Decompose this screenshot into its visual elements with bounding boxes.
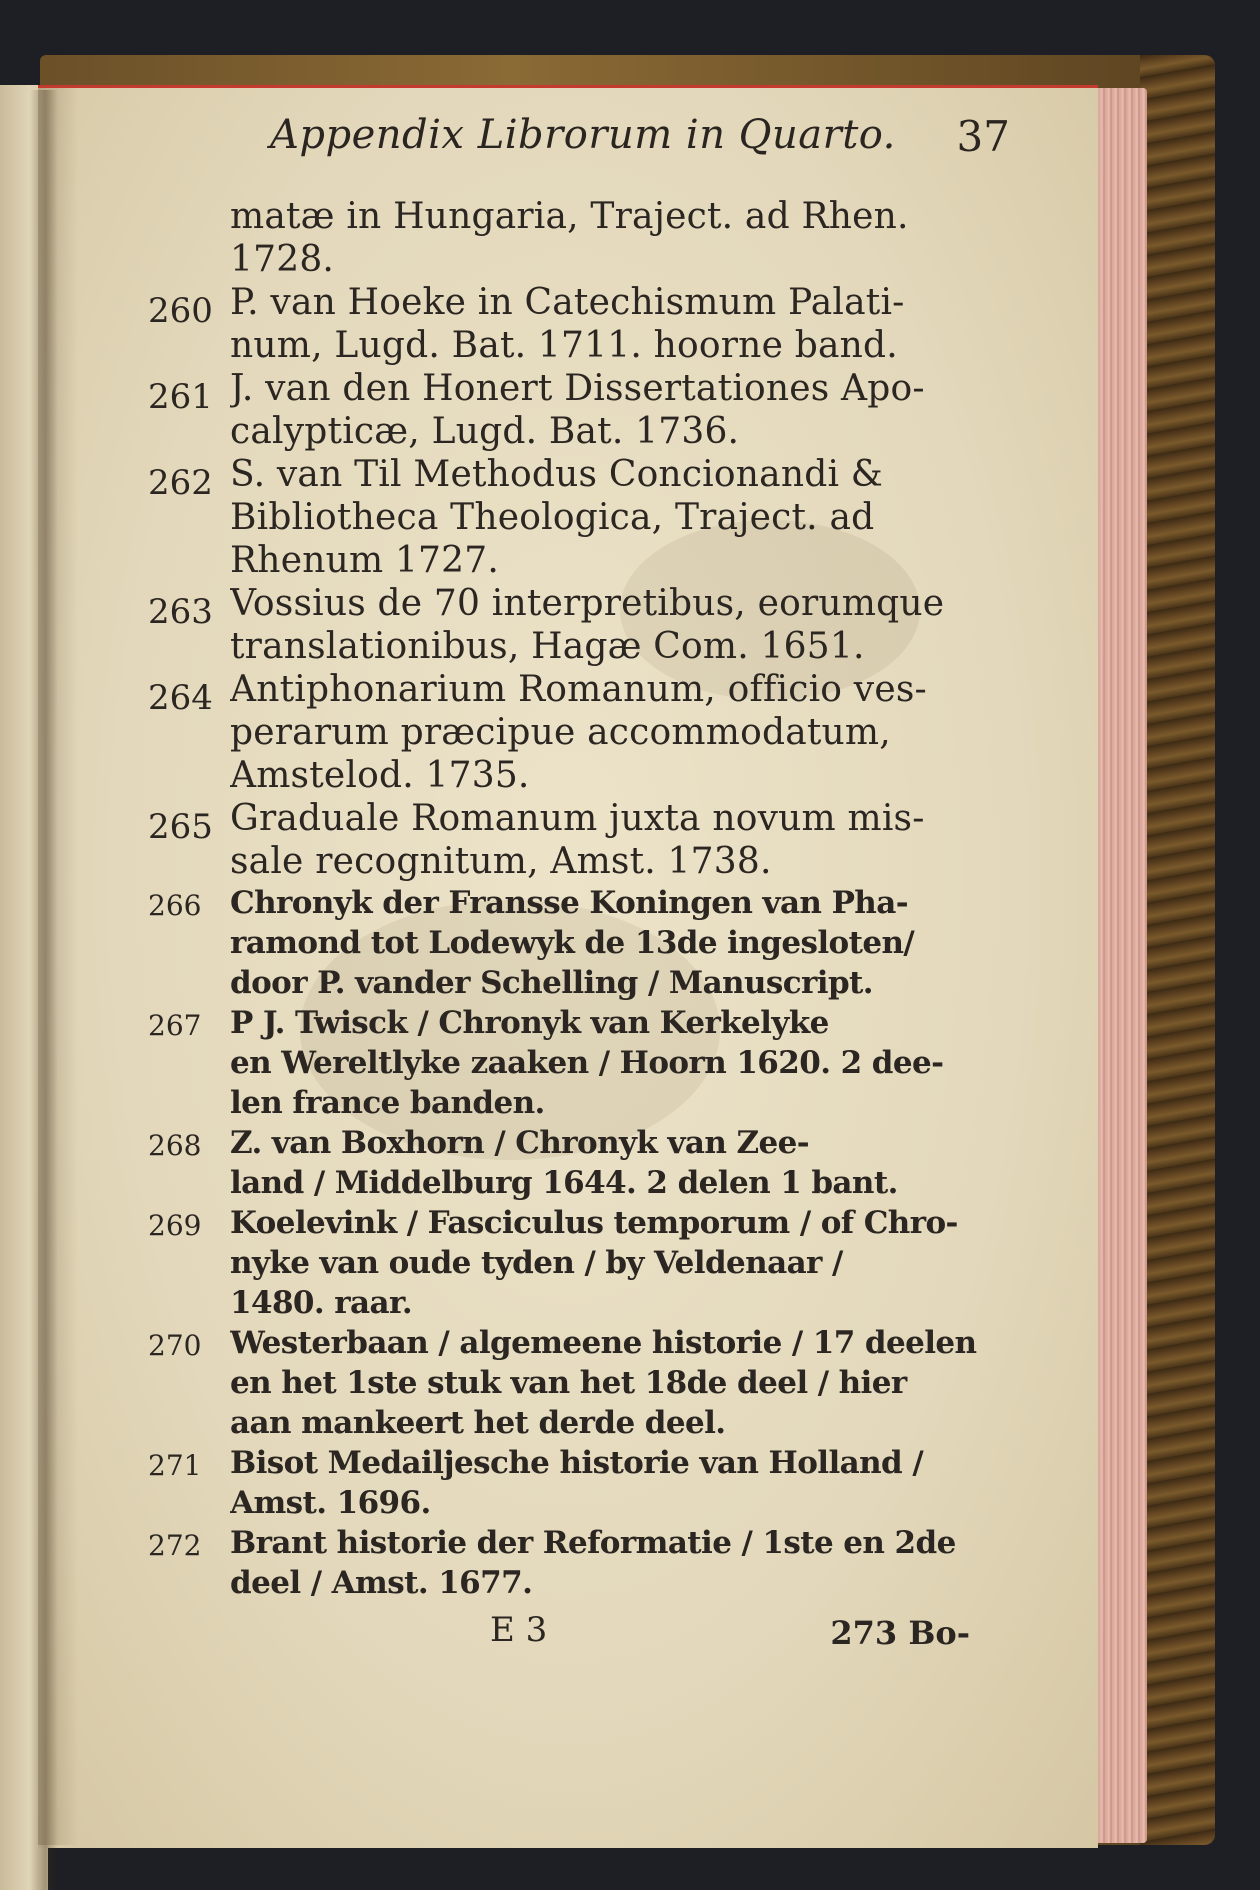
entry-line: len france banden. (230, 1085, 545, 1121)
entry-line: calypticæ, Lugd. Bat. 1736. (230, 411, 740, 452)
entry-line: Graduale Romanum juxta novum mis- (230, 798, 925, 839)
entry-line: door P. vander Schelling / Manuscript. (230, 965, 873, 1001)
book-cover-edge (1140, 55, 1215, 1845)
running-head: Appendix Librorum in Quarto. (270, 112, 896, 158)
entry-line: perarum præcipue accommodatum, (230, 712, 891, 753)
catalogue-entry (148, 1003, 990, 1123)
catalogue-entry (148, 883, 990, 1003)
entry-line: Z. van Boxhorn / Chronyk van Zee- (230, 1125, 810, 1161)
entry-line: Westerbaan / algemeene historie / 17 deelen (230, 1325, 977, 1361)
entry-line: J. van den Honert Dissertationes Apo- (230, 368, 925, 409)
entry-line: Chronyk der Fransse Koningen van Pha- (230, 885, 908, 921)
gutter-shadow (30, 90, 58, 1890)
entry-text (230, 668, 990, 797)
entry-number: 270 (148, 1329, 202, 1362)
entry-number: 271 (148, 1449, 202, 1482)
entry-line: translationibus, Hagæ Com. 1651. (230, 626, 865, 667)
entry-line: Rhenum 1727. (230, 540, 500, 581)
catalogue-entries (148, 195, 990, 1603)
entry-line: matæ in Hungaria, Traject. ad Rhen. (230, 196, 909, 237)
catalogue-entry (148, 1203, 990, 1323)
entry-line: num, Lugd. Bat. 1711. hoorne band. (230, 325, 898, 366)
entry-line: aan mankeert het derde deel. (230, 1405, 726, 1441)
entry-number: 267 (148, 1009, 202, 1042)
catalogue-entry (148, 281, 990, 367)
entry-text (230, 1203, 990, 1323)
catalogue-entry (148, 1123, 990, 1203)
entry-number: 261 (148, 377, 213, 417)
signature-mark: E 3 (490, 1610, 548, 1650)
entry-text (230, 1523, 990, 1603)
page-number: 37 (956, 112, 1010, 161)
entry-number: 269 (148, 1209, 202, 1242)
entry-number: 260 (148, 291, 213, 331)
entry-line: Bibliotheca Theologica, Traject. ad (230, 497, 875, 538)
entry-line: en Wereltlyke zaaken / Hoorn 1620. 2 dee- (230, 1045, 944, 1081)
entry-line: ramond tot Lodewyk de 13de ingesloten/ (230, 925, 915, 961)
entry-line: deel / Amst. 1677. (230, 1565, 533, 1601)
entry-text (230, 797, 990, 883)
entry-number: 265 (148, 807, 213, 847)
entry-text (230, 582, 990, 668)
entry-line: nyke van oude tyden / by Veldenaar / (230, 1245, 843, 1281)
page-footer (480, 1610, 1000, 1660)
entry-text (230, 883, 990, 1003)
entry-text (230, 453, 990, 582)
entry-line: 1480. raar. (230, 1285, 413, 1321)
page-header (270, 112, 1010, 172)
catalogue-entry (148, 668, 990, 797)
entry-text (230, 281, 990, 367)
catalogue-entry (148, 367, 990, 453)
entry-line: Antiphonarium Romanum, officio ves- (230, 669, 927, 710)
entry-text (230, 367, 990, 453)
catalogue-entry (148, 195, 990, 281)
catalogue-entry (148, 453, 990, 582)
entry-line: Brant historie der Reformatie / 1ste en 2de (230, 1525, 956, 1561)
entry-line: Vossius de 70 interpretibus, eorumque (230, 583, 945, 624)
catalogue-entry (148, 797, 990, 883)
entry-text (230, 1123, 990, 1203)
catalogue-entry (148, 1443, 990, 1523)
entry-line: 1728. (230, 239, 335, 280)
entry-line: S. van Til Methodus Concionandi & (230, 454, 884, 495)
entry-number: 263 (148, 592, 213, 632)
entry-text (230, 1003, 990, 1123)
catalogue-entry (148, 582, 990, 668)
entry-number: 272 (148, 1529, 202, 1562)
entry-line: P. van Hoeke in Catechismum Palati- (230, 282, 905, 323)
entry-number: 262 (148, 463, 213, 503)
entry-line: en het 1ste stuk van het 18de deel / hier (230, 1365, 907, 1401)
entry-line: sale recognitum, Amst. 1738. (230, 841, 772, 882)
entry-line: Koelevink / Fasciculus temporum / of Chro- (230, 1205, 958, 1241)
entry-text (230, 195, 990, 281)
entry-number: 266 (148, 889, 202, 922)
catalogue-entry (148, 1523, 990, 1603)
entry-line: Amstelod. 1735. (230, 755, 530, 796)
entry-text (230, 1443, 990, 1523)
entry-line: P J. Twisck / Chronyk van Kerkelyke (230, 1005, 829, 1041)
entry-line: Bisot Medailjesche historie van Holland / (230, 1445, 924, 1481)
entry-text (230, 1323, 990, 1443)
entry-line: Amst. 1696. (230, 1485, 431, 1521)
catchword: 273 Bo- (830, 1614, 970, 1652)
entry-line: land / Middelburg 1644. 2 delen 1 bant. (230, 1165, 898, 1201)
entry-number: 268 (148, 1129, 202, 1162)
catalogue-entry (148, 1323, 990, 1443)
entry-number: 264 (148, 678, 213, 718)
